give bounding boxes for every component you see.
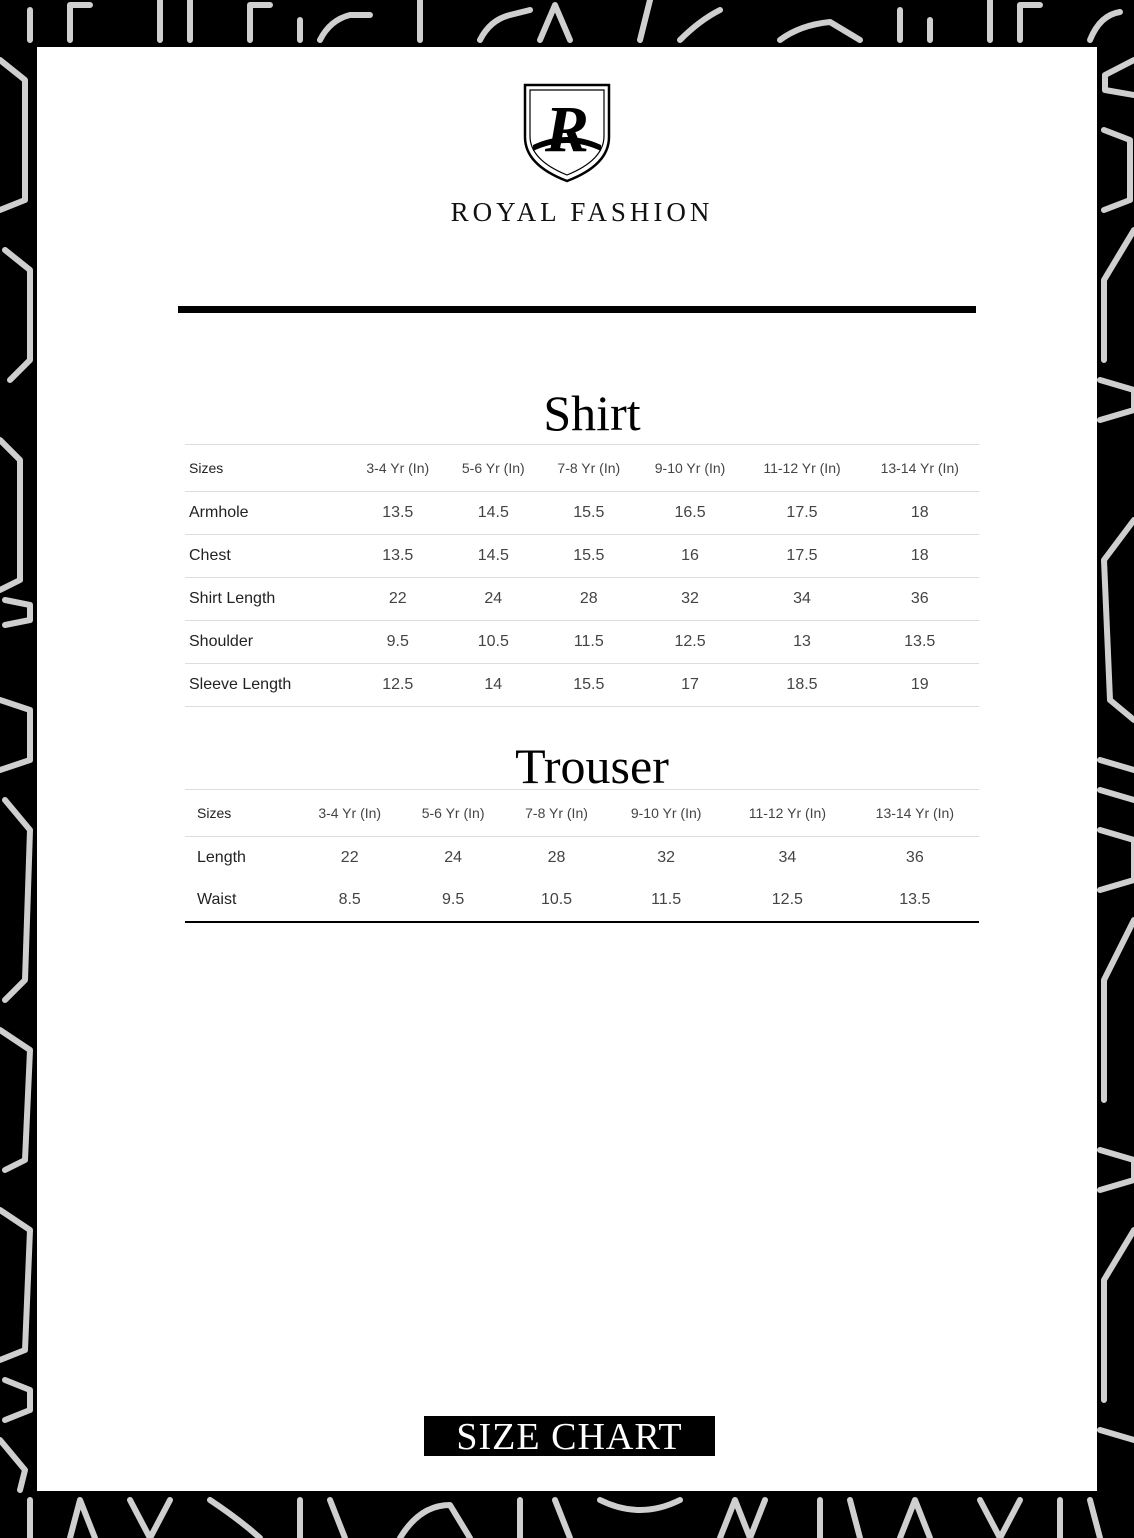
table-cell: 18: [860, 492, 979, 535]
table-cell: 14.5: [446, 492, 542, 535]
table-cell: 8.5: [298, 879, 401, 922]
table-cell: 13: [744, 621, 861, 664]
brand-name: ROYAL FASHION: [450, 197, 714, 227]
table-cell: 32: [657, 849, 676, 866]
shirt-header-row: [185, 445, 979, 492]
table-cell: 10.5: [505, 879, 608, 922]
table-cell: 22: [340, 849, 359, 866]
trouser-title: Trouser: [515, 738, 669, 794]
table-cell: 15.5: [541, 535, 637, 578]
column-header: 3-4 Yr (In): [350, 445, 446, 492]
table-cell: 17: [637, 664, 744, 707]
table-cell: 14.5: [446, 535, 542, 578]
table-cell: 18.5: [744, 664, 861, 707]
divider-rule: [178, 306, 976, 313]
table-cell: 16.5: [637, 492, 744, 535]
column-header: 13-14 Yr (In): [851, 790, 979, 837]
table-row: [185, 535, 979, 578]
table-cell: 17.5: [744, 492, 861, 535]
column-header: Sizes: [185, 790, 298, 837]
table-cell: 24: [446, 578, 542, 621]
column-header: Sizes: [185, 445, 350, 492]
table-cell: 11.5: [541, 621, 637, 664]
table-cell: 19: [860, 664, 979, 707]
shirt-size-table: [185, 444, 979, 707]
column-header: 7-8 Yr (In): [541, 445, 637, 492]
table-cell: 17.5: [744, 535, 861, 578]
column-header: 5-6 Yr (In): [401, 790, 504, 837]
table-cell: 11.5: [608, 879, 724, 922]
table-cell: 13.5: [350, 535, 446, 578]
table-cell: 9.5: [401, 879, 504, 922]
column-header: 9-10 Yr (In): [608, 790, 724, 837]
table-cell: 24: [444, 849, 462, 866]
table-row: [185, 492, 979, 535]
table-cell: 22: [350, 578, 446, 621]
table-row: [185, 879, 979, 922]
table-row: [185, 837, 979, 880]
trouser-size-table: [185, 789, 979, 923]
table-cell: 12.5: [724, 879, 851, 922]
table-cell: 13.5: [350, 492, 446, 535]
row-label: Sleeve Length: [185, 664, 350, 707]
shirt-title: Shirt: [543, 385, 641, 441]
column-header: 7-8 Yr (In): [505, 790, 608, 837]
table-row: [185, 664, 979, 707]
column-header: 11-12 Yr (In): [724, 790, 851, 837]
table-cell: 12.5: [350, 664, 446, 707]
column-header: 3-4 Yr (In): [298, 790, 401, 837]
table-cell: 28: [541, 578, 637, 621]
table-cell: 12.5: [637, 621, 744, 664]
column-header: 11-12 Yr (In): [744, 445, 861, 492]
table-cell: 18: [860, 535, 979, 578]
column-header: 13-14 Yr (In): [860, 445, 979, 492]
table-cell: 34: [778, 849, 797, 866]
table-cell: 14: [446, 664, 542, 707]
table-cell: 13.5: [851, 879, 979, 922]
trouser-header-row: [185, 790, 979, 837]
row-label: Chest: [185, 535, 350, 578]
row-label: Shoulder: [185, 621, 350, 664]
table-cell: 36: [905, 849, 924, 866]
table-cell: 15.5: [541, 492, 637, 535]
table-cell: 32: [637, 578, 744, 621]
size-chart-badge: SIZE CHART: [424, 1416, 715, 1456]
royal-fashion-logo: [523, 83, 611, 183]
table-row: [185, 578, 979, 621]
size-chart-sheet: [37, 47, 1097, 1491]
row-label: Waist: [185, 879, 298, 922]
column-header: 9-10 Yr (In): [637, 445, 744, 492]
table-cell: 28: [547, 849, 566, 866]
table-cell: 15.5: [541, 664, 637, 707]
table-row: [185, 621, 979, 664]
logo-letter: R: [544, 93, 590, 166]
table-cell: 9.5: [350, 621, 446, 664]
table-cell: 16: [637, 535, 744, 578]
table-cell: 34: [744, 578, 861, 621]
row-label: Shirt Length: [185, 578, 350, 621]
table-cell: 36: [860, 578, 979, 621]
row-label: Length: [197, 849, 246, 866]
table-cell: 13.5: [860, 621, 979, 664]
column-header: 5-6 Yr (In): [446, 445, 542, 492]
table-cell: 10.5: [446, 621, 542, 664]
row-label: Armhole: [185, 492, 350, 535]
